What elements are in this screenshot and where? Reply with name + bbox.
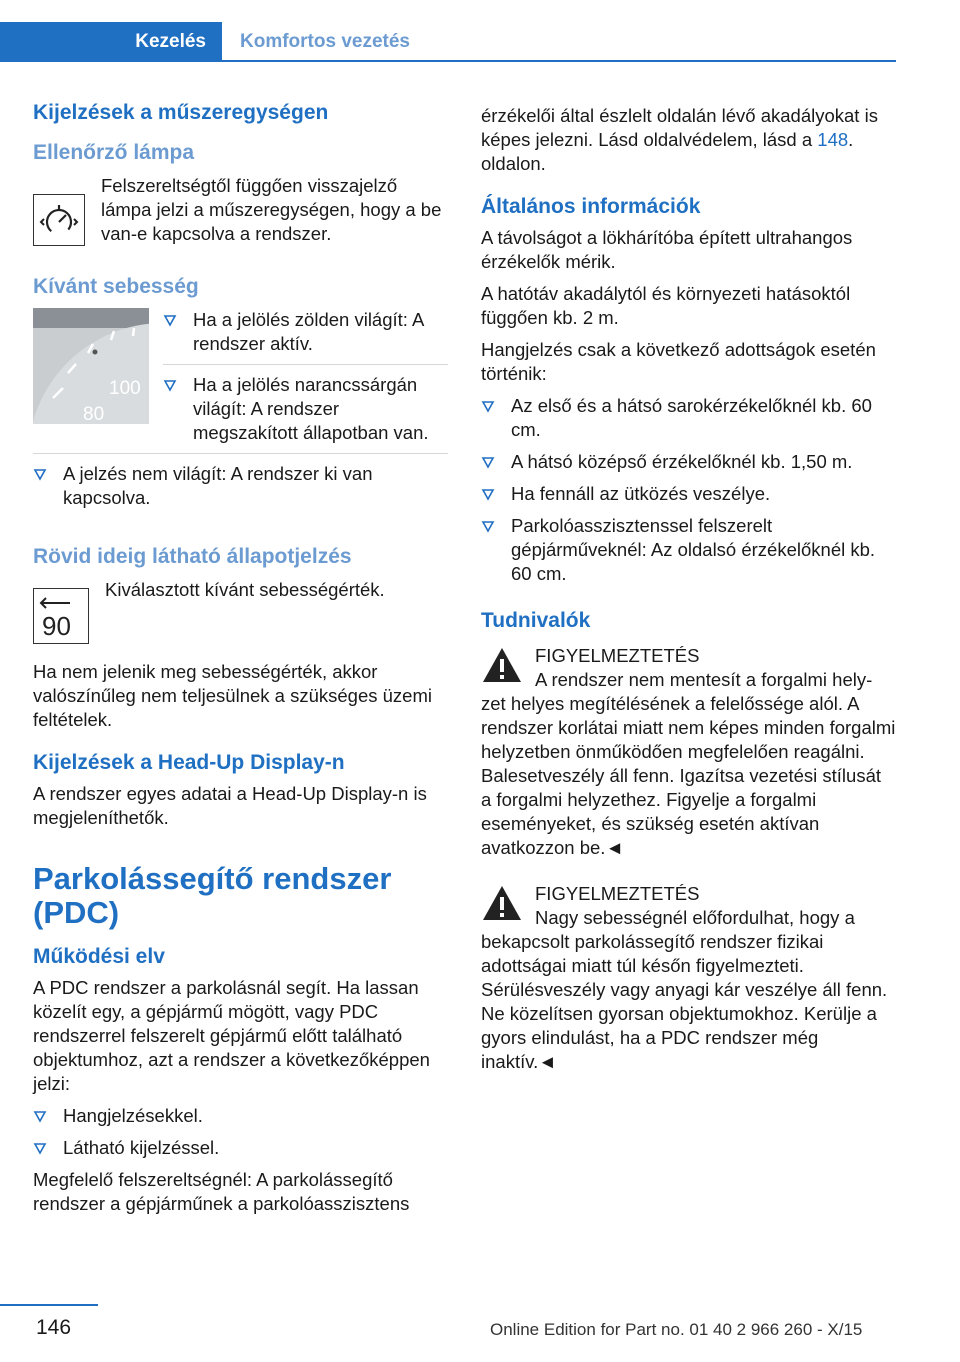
list-item: Parkolóasszisztenssel felszerelt gépjárműveknél: Az oldalsó érzékelőknél kb. 60 cm. bbox=[481, 514, 896, 586]
heading-brief-status: Rövid ideig látható állapotjelzés bbox=[33, 545, 352, 568]
heading-pdc: Parkolássegítő rendszer (PDC) bbox=[33, 861, 392, 930]
footer-edition: Online Edition for Part no. 01 40 2 966 260 - X/15 bbox=[490, 1320, 863, 1339]
bullet-triangle-icon bbox=[163, 313, 177, 327]
bullet-triangle-icon bbox=[33, 467, 47, 481]
hud-text: A rendszer egyes adatai a Head-Up Display-n is megjeleníthetők. bbox=[33, 783, 427, 828]
list-item: A jelzés nem világít: A rendszer ki van kapcsolva. bbox=[33, 462, 448, 510]
continued-text: érzékelői által észlelt oldalán lévő akadályokat is képes jelezni. Lásd oldalvédelem, lásd a 148. oldalon. bbox=[481, 105, 878, 174]
warning-triangle-icon bbox=[481, 884, 523, 922]
warning-triangle-icon bbox=[481, 646, 523, 684]
warning-2 bbox=[481, 882, 896, 1074]
list-item: Hangjelzésekkel. bbox=[33, 1104, 448, 1128]
bullet-triangle-icon bbox=[481, 399, 495, 413]
bullet-triangle-icon bbox=[163, 378, 177, 392]
bullet-triangle-icon bbox=[481, 519, 495, 533]
general-p3: Hangjelzés csak a következő adottságok esetén történik: bbox=[481, 339, 876, 384]
list-item: Látható kijelzéssel. bbox=[33, 1136, 448, 1160]
footer-rule bbox=[0, 1304, 98, 1306]
principle-list bbox=[33, 1104, 448, 1160]
page-number: 146 bbox=[36, 1316, 72, 1339]
brief-text: Kiválasztott kívánt sebességérték. bbox=[105, 579, 385, 600]
list-item: Ha a jelölés zölden világít: A rendszer aktív. bbox=[163, 308, 448, 365]
principle-text: A PDC rendszer a parkolásnál segít. Ha lassan közelít egy, a gépjármű mögött, vagy PDC rendszerrel felszerelt gépjármű előtt található objektumhoz, azt a rendszer a következőképpen jelzi: bbox=[33, 977, 430, 1094]
speed-90-icon bbox=[33, 588, 89, 644]
speedometer-gauge-image bbox=[33, 308, 149, 424]
general-list bbox=[481, 394, 896, 586]
heading-desired-speed: Kívánt sebesség bbox=[33, 275, 199, 298]
heading-hud: Kijelzések a Head-Up Display-n bbox=[33, 751, 345, 774]
heading-display: Kijelzések a műszeregységen bbox=[33, 101, 329, 124]
svg-text:90: 90 bbox=[42, 611, 71, 641]
bullet-triangle-icon bbox=[481, 455, 495, 469]
general-p1: A távolságot a lökhárítóba épített ultrahangos érzékelők mérik. bbox=[481, 227, 853, 272]
warning-1-title: FIGYELMEZTETÉS bbox=[535, 645, 700, 666]
bullet-triangle-icon bbox=[33, 1109, 47, 1123]
warning-2-lead: Nagy sebességnél előfordulhat, hogy a bbox=[535, 907, 855, 928]
warning-2-title: FIGYELMEZTETÉS bbox=[535, 883, 700, 904]
general-p2: A hatótáv akadálytól és környezeti hatásoktól függően kb. 2 m. bbox=[481, 283, 851, 328]
warning-1 bbox=[481, 644, 896, 860]
desired-speed-list-2 bbox=[33, 453, 448, 510]
warning-1-body: zet helyes megítélésének a felelőssége alól. A rendszer korlátai miatt nem képes minden forgalmi helyzetben önműködően megfelelően reagálni. Balesetveszély áll fenn. Igazítsa vezetési stílusát a forgalmi helyzethez. Figyelje a forgalmi eseményeket, és szükség esetén aktívan avatkozzon be.◄ bbox=[481, 693, 896, 858]
bullet-triangle-icon bbox=[33, 1141, 47, 1155]
indicator-text: Felszereltségtől függően visszajelző lámpa jelzi a műszeregységen, hogy a be van-e kapcsolva a rendszer. bbox=[101, 175, 442, 244]
right-column bbox=[481, 104, 896, 1074]
list-item: Az első és a hátsó sarokérzékelőknél kb. 60 cm. bbox=[481, 394, 896, 442]
equipment-text: Megfelelő felszereltségnél: A parkolássegítő rendszer a gépjárműnek a parkolóasszisztens bbox=[33, 1169, 410, 1214]
heading-indicator: Ellenőrző lámpa bbox=[33, 141, 195, 164]
bullet-triangle-icon bbox=[481, 487, 495, 501]
header-tabs bbox=[0, 22, 896, 62]
no-value-text: Ha nem jelenik meg sebességérték, akkor valószínűleg nem teljesülnek a szükséges üzemi feltételek. bbox=[33, 661, 432, 730]
tab-kezeles[interactable]: Kezelés bbox=[0, 22, 222, 62]
heading-notes: Tudnivalók bbox=[481, 609, 591, 632]
speed-limiter-icon bbox=[33, 194, 85, 246]
gauge-label-80: 80 bbox=[83, 404, 105, 424]
page-link-148[interactable]: 148 bbox=[817, 129, 849, 150]
list-item: Ha fennáll az ütközés veszélye. bbox=[481, 482, 896, 506]
tab-komfortos-vezetes[interactable]: Komfortos vezetés bbox=[240, 31, 410, 52]
gauge-label-100: 100 bbox=[109, 378, 141, 399]
list-item: Ha a jelölés narancssárgán világít: A rendszer megszakított állapotban van. bbox=[163, 373, 448, 445]
heading-general: Általános információk bbox=[481, 195, 701, 218]
list-item: A hátsó középső érzékelőknél kb. 1,50 m. bbox=[481, 450, 896, 474]
warning-2-body: bekapcsolt parkolássegítő rendszer fizikai adottságai miatt túl későn figyelmezteti. Sérülésveszély vagy anyagi kár veszélye áll fenn. Ne közelítsen gyorsan objektumokhoz. Kerülje a gyors elindulást, ha a PDC rendszer még inaktív.◄ bbox=[481, 931, 888, 1072]
warning-1-lead: A rendszer nem mentesít a forgalmi hely- bbox=[535, 669, 873, 690]
heading-principle: Működési elv bbox=[33, 945, 165, 968]
header-rule bbox=[222, 60, 896, 62]
left-column bbox=[33, 100, 448, 1224]
desired-speed-list bbox=[163, 308, 448, 453]
